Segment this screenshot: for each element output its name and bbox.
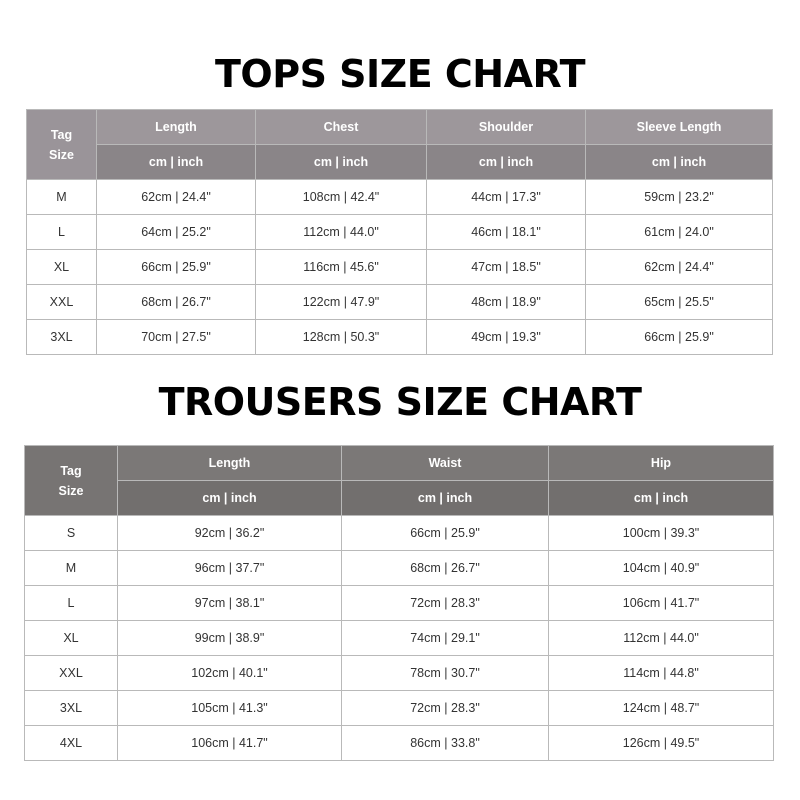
value-cell: 49cm | 19.3" — [427, 320, 586, 355]
size-label: Size — [48, 147, 74, 162]
value-cell: 86cm | 33.8" — [342, 726, 549, 761]
table-row — [25, 551, 774, 586]
table-row — [27, 320, 773, 355]
value-cell: 62cm | 24.4" — [586, 250, 773, 285]
value-cell: 47cm | 18.5" — [427, 250, 586, 285]
table-row — [27, 215, 773, 250]
table-row — [25, 691, 774, 726]
size-cell: XL — [25, 621, 118, 656]
value-cell: 64cm | 25.2" — [97, 215, 256, 250]
tag-label: Tag — [50, 127, 73, 142]
tops-col-sleeve-length: Sleeve Length — [586, 110, 773, 145]
size-cell: M — [27, 180, 97, 215]
value-cell: 48cm | 18.9" — [427, 285, 586, 320]
tops-unit-row — [27, 145, 773, 180]
value-cell: 102cm | 40.1" — [118, 656, 342, 691]
value-cell: 68cm | 26.7" — [342, 551, 549, 586]
value-cell: 106cm | 41.7" — [118, 726, 342, 761]
table-row — [27, 250, 773, 285]
unit-label: cm | inch — [97, 145, 256, 180]
value-cell: 108cm | 42.4" — [256, 180, 427, 215]
size-cell: L — [27, 215, 97, 250]
size-cell: 4XL — [25, 726, 118, 761]
value-cell: 96cm | 37.7" — [118, 551, 342, 586]
table-row — [25, 586, 774, 621]
unit-label: cm | inch — [342, 481, 549, 516]
value-cell: 65cm | 25.5" — [586, 285, 773, 320]
value-cell: 99cm | 38.9" — [118, 621, 342, 656]
value-cell: 74cm | 29.1" — [342, 621, 549, 656]
value-cell: 72cm | 28.3" — [342, 586, 549, 621]
trousers-col-length: Length — [118, 446, 342, 481]
size-cell: M — [25, 551, 118, 586]
value-cell: 62cm | 24.4" — [97, 180, 256, 215]
value-cell: 114cm | 44.8" — [549, 656, 774, 691]
unit-label: cm | inch — [256, 145, 427, 180]
tops-col-length: Length — [97, 110, 256, 145]
unit-label: cm | inch — [427, 145, 586, 180]
value-cell: 126cm | 49.5" — [549, 726, 774, 761]
tops-col-shoulder: Shoulder — [427, 110, 586, 145]
tops-col-chest: Chest — [256, 110, 427, 145]
value-cell: 92cm | 36.2" — [118, 516, 342, 551]
tops-tag-size-header — [27, 110, 97, 180]
trousers-tag-size-header — [25, 446, 118, 516]
value-cell: 66cm | 25.9" — [586, 320, 773, 355]
value-cell: 66cm | 25.9" — [97, 250, 256, 285]
trousers-size-table — [24, 445, 774, 761]
value-cell: 61cm | 24.0" — [586, 215, 773, 250]
tops-header-row — [27, 110, 773, 145]
value-cell: 46cm | 18.1" — [427, 215, 586, 250]
unit-label: cm | inch — [549, 481, 774, 516]
value-cell: 100cm | 39.3" — [549, 516, 774, 551]
trousers-col-hip: Hip — [549, 446, 774, 481]
unit-label: cm | inch — [118, 481, 342, 516]
trousers-col-waist: Waist — [342, 446, 549, 481]
value-cell: 128cm | 50.3" — [256, 320, 427, 355]
trousers-header-row — [25, 446, 774, 481]
size-cell: 3XL — [25, 691, 118, 726]
value-cell: 104cm | 40.9" — [549, 551, 774, 586]
value-cell: 112cm | 44.0" — [549, 621, 774, 656]
size-cell: L — [25, 586, 118, 621]
value-cell: 66cm | 25.9" — [342, 516, 549, 551]
table-row — [27, 180, 773, 215]
trousers-unit-row — [25, 481, 774, 516]
table-row — [25, 516, 774, 551]
value-cell: 112cm | 44.0" — [256, 215, 427, 250]
value-cell: 72cm | 28.3" — [342, 691, 549, 726]
trousers-size-chart-title: TROUSERS SIZE CHART — [158, 380, 642, 424]
unit-label: cm | inch — [586, 145, 773, 180]
tops-size-chart-title: TOPS SIZE CHART — [215, 52, 585, 96]
value-cell: 116cm | 45.6" — [256, 250, 427, 285]
table-row — [25, 726, 774, 761]
value-cell: 105cm | 41.3" — [118, 691, 342, 726]
value-cell: 122cm | 47.9" — [256, 285, 427, 320]
tops-size-table — [26, 109, 773, 355]
size-cell: XXL — [25, 656, 118, 691]
size-cell: S — [25, 516, 118, 551]
table-row — [27, 285, 773, 320]
value-cell: 124cm | 48.7" — [549, 691, 774, 726]
value-cell: 78cm | 30.7" — [342, 656, 549, 691]
value-cell: 106cm | 41.7" — [549, 586, 774, 621]
table-row — [25, 621, 774, 656]
value-cell: 97cm | 38.1" — [118, 586, 342, 621]
size-cell: XXL — [27, 285, 97, 320]
value-cell: 44cm | 17.3" — [427, 180, 586, 215]
value-cell: 70cm | 27.5" — [97, 320, 256, 355]
size-cell: XL — [27, 250, 97, 285]
tag-label: Tag — [60, 463, 82, 478]
table-row — [25, 656, 774, 691]
value-cell: 59cm | 23.2" — [586, 180, 773, 215]
size-cell: 3XL — [27, 320, 97, 355]
value-cell: 68cm | 26.7" — [97, 285, 256, 320]
size-label: Size — [58, 483, 84, 498]
